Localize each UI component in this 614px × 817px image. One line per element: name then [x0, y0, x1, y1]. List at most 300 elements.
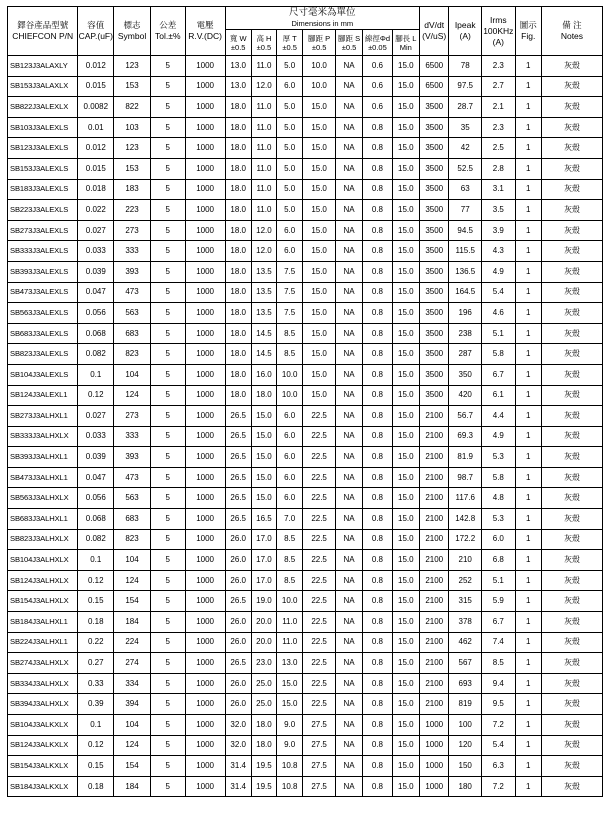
table-row: [8, 509, 603, 530]
table-cell: 18.0: [225, 138, 251, 159]
table-cell: 16.5: [251, 509, 276, 530]
header-rated-voltage: 電壓 R.V.(DC): [185, 7, 225, 56]
table-cell: 196: [449, 303, 482, 324]
header-pitch-p: 腳距 P ±0.5: [303, 30, 336, 56]
table-cell: 0.8: [363, 344, 392, 365]
header-irms: Irms 100KHz (A): [482, 7, 516, 56]
spec-table: [7, 6, 603, 797]
table-cell: 2100: [420, 673, 449, 694]
table-cell: 20.0: [251, 632, 276, 653]
table-cell: 22.5: [303, 632, 336, 653]
table-cell: 184: [114, 776, 151, 797]
table-cell: 473: [114, 282, 151, 303]
table-cell: 5.3: [482, 509, 516, 530]
table-cell: 2.8: [482, 158, 516, 179]
table-cell: 210: [449, 550, 482, 571]
table-cell: 11.0: [251, 117, 276, 138]
table-cell: 15.0: [392, 76, 419, 97]
table-cell: 灰殼: [541, 56, 602, 77]
table-cell: 22.5: [303, 570, 336, 591]
table-row: [8, 591, 603, 612]
part-number-cell: SB183J3ALEXLS: [8, 179, 78, 200]
table-cell: 0.15: [78, 756, 114, 777]
table-cell: 23.0: [251, 653, 276, 674]
table-cell: 8.5: [482, 653, 516, 674]
part-number-cell: SB393J3ALEXLS: [8, 261, 78, 282]
table-cell: 5.0: [277, 138, 303, 159]
table-cell: 15.0: [392, 509, 419, 530]
table-cell: 7.2: [482, 715, 516, 736]
table-row: [8, 776, 603, 797]
table-cell: 1: [515, 282, 541, 303]
table-cell: 3500: [420, 179, 449, 200]
table-cell: 0.015: [78, 76, 114, 97]
table-cell: 11.0: [251, 97, 276, 118]
table-cell: 15.0: [303, 261, 336, 282]
table-cell: 0.033: [78, 426, 114, 447]
table-cell: 18.0: [225, 241, 251, 262]
table-cell: 0.27: [78, 653, 114, 674]
table-cell: 123: [114, 56, 151, 77]
table-cell: 1: [515, 117, 541, 138]
table-cell: 灰殼: [541, 447, 602, 468]
table-cell: 31.4: [225, 776, 251, 797]
table-cell: 0.047: [78, 467, 114, 488]
table-cell: 4.4: [482, 406, 516, 427]
table-cell: 1000: [185, 591, 225, 612]
table-cell: 224: [114, 632, 151, 653]
table-cell: 0.12: [78, 385, 114, 406]
table-cell: NA: [335, 364, 362, 385]
table-cell: 52.5: [449, 158, 482, 179]
table-cell: 3500: [420, 200, 449, 221]
table-cell: 5: [150, 220, 185, 241]
header-dvdt: dV/dt (V/uS): [420, 7, 449, 56]
table-cell: 1000: [185, 694, 225, 715]
table-cell: 1000: [185, 735, 225, 756]
table-cell: 19.0: [251, 591, 276, 612]
table-cell: 1: [515, 179, 541, 200]
table-cell: 15.0: [392, 591, 419, 612]
table-cell: 8.5: [277, 344, 303, 365]
table-cell: 灰殼: [541, 241, 602, 262]
table-cell: 16.0: [251, 364, 276, 385]
table-cell: 5.8: [482, 344, 516, 365]
table-cell: 26.0: [225, 632, 251, 653]
table-cell: 灰殼: [541, 220, 602, 241]
table-cell: 13.5: [251, 282, 276, 303]
table-cell: 3500: [420, 97, 449, 118]
part-number-cell: SB224J3ALHXL1: [8, 632, 78, 653]
table-cell: 2100: [420, 447, 449, 468]
table-row: [8, 200, 603, 221]
table-cell: 5: [150, 179, 185, 200]
table-cell: NA: [335, 467, 362, 488]
table-cell: 19.5: [251, 756, 276, 777]
table-cell: 灰殼: [541, 179, 602, 200]
table-cell: 0.8: [363, 406, 392, 427]
table-cell: 10.0: [277, 364, 303, 385]
table-cell: 1000: [185, 97, 225, 118]
table-cell: 0.015: [78, 158, 114, 179]
table-cell: 1: [515, 158, 541, 179]
table-cell: 0.22: [78, 632, 114, 653]
table-cell: NA: [335, 509, 362, 530]
table-cell: 0.8: [363, 447, 392, 468]
table-cell: 25.0: [251, 673, 276, 694]
table-cell: 1000: [185, 179, 225, 200]
table-cell: 26.5: [225, 488, 251, 509]
table-cell: 153: [114, 76, 151, 97]
table-row: [8, 488, 603, 509]
header-pitch-s: 腳距 S ±0.5: [335, 30, 362, 56]
table-cell: 1000: [185, 241, 225, 262]
part-number-cell: SB104J3ALEXLS: [8, 364, 78, 385]
table-cell: 灰殼: [541, 550, 602, 571]
table-cell: 15.0: [303, 241, 336, 262]
table-cell: 18.0: [225, 97, 251, 118]
table-cell: 22.5: [303, 426, 336, 447]
table-cell: 154: [114, 756, 151, 777]
table-cell: 13.5: [251, 303, 276, 324]
table-cell: 1000: [185, 406, 225, 427]
table-cell: 6.0: [277, 220, 303, 241]
table-cell: 13.5: [251, 261, 276, 282]
table-cell: 0.8: [363, 323, 392, 344]
table-cell: 819: [449, 694, 482, 715]
table-cell: 1000: [185, 138, 225, 159]
table-cell: 灰殼: [541, 756, 602, 777]
table-cell: 18.0: [225, 364, 251, 385]
table-cell: 104: [114, 715, 151, 736]
table-cell: 0.8: [363, 158, 392, 179]
table-cell: 3500: [420, 158, 449, 179]
table-cell: 2.3: [482, 56, 516, 77]
table-cell: 0.039: [78, 447, 114, 468]
table-row: [8, 673, 603, 694]
table-cell: 1: [515, 715, 541, 736]
table-cell: NA: [335, 56, 362, 77]
table-cell: 0.8: [363, 529, 392, 550]
table-cell: 7.5: [277, 303, 303, 324]
table-cell: 0.18: [78, 776, 114, 797]
table-cell: 315: [449, 591, 482, 612]
table-cell: 238: [449, 323, 482, 344]
table-cell: 473: [114, 467, 151, 488]
table-cell: 15.0: [251, 447, 276, 468]
table-cell: 18.0: [225, 117, 251, 138]
table-cell: 5.0: [277, 117, 303, 138]
table-cell: 1000: [185, 488, 225, 509]
table-cell: 2100: [420, 591, 449, 612]
table-cell: 18.0: [225, 282, 251, 303]
table-cell: 1000: [185, 673, 225, 694]
table-cell: 11.0: [251, 200, 276, 221]
part-number-cell: SB473J3ALHXL1: [8, 467, 78, 488]
table-cell: 0.8: [363, 715, 392, 736]
table-row: [8, 56, 603, 77]
table-cell: 1: [515, 735, 541, 756]
table-cell: 22.5: [303, 550, 336, 571]
table-cell: 154: [114, 591, 151, 612]
table-cell: 683: [114, 323, 151, 344]
table-cell: 4.3: [482, 241, 516, 262]
table-cell: 28.7: [449, 97, 482, 118]
table-cell: 3.1: [482, 179, 516, 200]
table-cell: NA: [335, 570, 362, 591]
table-cell: 26.0: [225, 612, 251, 633]
table-cell: 13.0: [225, 76, 251, 97]
table-cell: 0.027: [78, 406, 114, 427]
table-cell: 1000: [185, 776, 225, 797]
table-cell: 8.5: [277, 570, 303, 591]
table-row: [8, 97, 603, 118]
table-cell: 0.082: [78, 344, 114, 365]
table-cell: 5.0: [277, 97, 303, 118]
table-cell: 3500: [420, 241, 449, 262]
table-cell: 2100: [420, 509, 449, 530]
table-cell: 0.033: [78, 241, 114, 262]
table-cell: 393: [114, 447, 151, 468]
table-cell: 22.5: [303, 488, 336, 509]
table-cell: 1: [515, 756, 541, 777]
table-cell: 0.047: [78, 282, 114, 303]
table-cell: 26.0: [225, 570, 251, 591]
table-cell: 27.5: [303, 756, 336, 777]
table-cell: 15.0: [392, 426, 419, 447]
part-number-cell: SB393J3ALHXL1: [8, 447, 78, 468]
table-cell: 77: [449, 200, 482, 221]
table-cell: 1: [515, 364, 541, 385]
table-cell: 15.0: [303, 385, 336, 406]
table-row: [8, 406, 603, 427]
table-cell: 26.5: [225, 426, 251, 447]
table-row: [8, 241, 603, 262]
table-cell: 4.9: [482, 426, 516, 447]
table-cell: 5: [150, 776, 185, 797]
part-number-cell: SB473J3ALEXLS: [8, 282, 78, 303]
table-cell: 22.5: [303, 591, 336, 612]
table-cell: 15.0: [277, 673, 303, 694]
part-number-cell: SB273J3ALHXL1: [8, 406, 78, 427]
table-cell: 0.056: [78, 303, 114, 324]
table-cell: NA: [335, 550, 362, 571]
part-number-cell: SB154J3ALKXLX: [8, 756, 78, 777]
table-cell: 164.5: [449, 282, 482, 303]
table-cell: 1000: [185, 550, 225, 571]
table-cell: 2100: [420, 550, 449, 571]
table-row: [8, 467, 603, 488]
table-cell: NA: [335, 158, 362, 179]
part-number-cell: SB104J3ALHXLX: [8, 550, 78, 571]
table-cell: 3500: [420, 303, 449, 324]
table-cell: 5: [150, 632, 185, 653]
part-number-cell: SB563J3ALHXLX: [8, 488, 78, 509]
table-cell: 17.0: [251, 570, 276, 591]
table-cell: 63: [449, 179, 482, 200]
table-cell: 69.3: [449, 426, 482, 447]
table-cell: 103: [114, 117, 151, 138]
header-figure: 圖示 Fig.: [515, 7, 541, 56]
table-cell: 15.0: [392, 56, 419, 77]
table-cell: 142.8: [449, 509, 482, 530]
table-cell: 18.0: [225, 385, 251, 406]
table-cell: 100: [449, 715, 482, 736]
table-cell: 5: [150, 529, 185, 550]
table-cell: NA: [335, 653, 362, 674]
table-cell: 6500: [420, 76, 449, 97]
table-cell: 15.0: [303, 97, 336, 118]
table-cell: 22.5: [303, 467, 336, 488]
table-cell: 3500: [420, 138, 449, 159]
table-cell: 6500: [420, 56, 449, 77]
table-cell: 31.4: [225, 756, 251, 777]
table-cell: 0.1: [78, 715, 114, 736]
table-cell: NA: [335, 117, 362, 138]
table-cell: 1: [515, 776, 541, 797]
table-cell: 5: [150, 97, 185, 118]
table-cell: 15.0: [303, 364, 336, 385]
table-cell: 5: [150, 694, 185, 715]
table-cell: 1: [515, 653, 541, 674]
table-cell: 22.5: [303, 406, 336, 427]
table-cell: 15.0: [251, 467, 276, 488]
table-cell: 18.0: [225, 323, 251, 344]
table-cell: 15.0: [392, 447, 419, 468]
table-cell: 5.9: [482, 591, 516, 612]
table-cell: 273: [114, 406, 151, 427]
table-cell: NA: [335, 529, 362, 550]
table-cell: 灰殼: [541, 529, 602, 550]
table-cell: 6.0: [277, 447, 303, 468]
table-cell: NA: [335, 200, 362, 221]
table-cell: 0.027: [78, 220, 114, 241]
table-cell: 15.0: [392, 570, 419, 591]
table-cell: 1: [515, 76, 541, 97]
table-cell: 灰殼: [541, 776, 602, 797]
table-cell: 1000: [185, 447, 225, 468]
table-cell: 15.0: [392, 529, 419, 550]
table-cell: 2100: [420, 632, 449, 653]
table-cell: 1: [515, 591, 541, 612]
table-cell: 11.0: [251, 138, 276, 159]
table-cell: 1000: [185, 653, 225, 674]
table-cell: 124: [114, 570, 151, 591]
table-cell: 8.5: [277, 550, 303, 571]
table-row: [8, 426, 603, 447]
table-cell: 1: [515, 241, 541, 262]
table-cell: 5: [150, 323, 185, 344]
table-row: [8, 282, 603, 303]
table-cell: 3500: [420, 364, 449, 385]
table-cell: 5.1: [482, 570, 516, 591]
table-cell: 9.5: [482, 694, 516, 715]
table-cell: 1: [515, 323, 541, 344]
table-cell: 灰殼: [541, 282, 602, 303]
table-cell: 17.0: [251, 550, 276, 571]
table-cell: 5: [150, 570, 185, 591]
table-cell: 15.0: [392, 179, 419, 200]
table-cell: 12.0: [251, 241, 276, 262]
table-cell: 8.5: [277, 529, 303, 550]
table-cell: 22.5: [303, 509, 336, 530]
table-cell: 26.5: [225, 591, 251, 612]
table-row: [8, 570, 603, 591]
table-cell: 1000: [185, 344, 225, 365]
table-cell: 1000: [185, 158, 225, 179]
table-row: [8, 612, 603, 633]
table-cell: 3500: [420, 344, 449, 365]
table-cell: 0.8: [363, 200, 392, 221]
table-cell: 9.0: [277, 715, 303, 736]
table-row: [8, 653, 603, 674]
table-cell: 15.0: [392, 303, 419, 324]
table-cell: 3.5: [482, 200, 516, 221]
table-cell: 1000: [185, 303, 225, 324]
table-row: [8, 220, 603, 241]
table-cell: 1: [515, 632, 541, 653]
table-cell: 1: [515, 97, 541, 118]
table-cell: 灰殼: [541, 303, 602, 324]
table-cell: 1: [515, 529, 541, 550]
table-cell: 150: [449, 756, 482, 777]
table-cell: 2.1: [482, 97, 516, 118]
header-thickness: 厚 T ±0.5: [277, 30, 303, 56]
table-cell: 15.0: [392, 715, 419, 736]
table-cell: 0.01: [78, 117, 114, 138]
table-cell: 0.8: [363, 653, 392, 674]
table-cell: 灰殼: [541, 158, 602, 179]
table-cell: 823: [114, 529, 151, 550]
table-cell: 18.0: [225, 261, 251, 282]
header-symbol: 標志 Symbol: [114, 7, 151, 56]
table-cell: 274: [114, 653, 151, 674]
table-cell: 灰殼: [541, 138, 602, 159]
table-cell: NA: [335, 385, 362, 406]
table-cell: 5: [150, 488, 185, 509]
table-cell: 19.5: [251, 776, 276, 797]
table-cell: 5: [150, 138, 185, 159]
table-cell: 378: [449, 612, 482, 633]
table-cell: 18.0: [251, 385, 276, 406]
header-capacitance: 容值 CAP.(uF): [78, 7, 114, 56]
table-cell: 25.0: [251, 694, 276, 715]
table-cell: 26.0: [225, 694, 251, 715]
table-cell: 15.0: [303, 158, 336, 179]
table-cell: 15.0: [392, 323, 419, 344]
table-cell: 15.0: [392, 653, 419, 674]
table-row: [8, 261, 603, 282]
table-row: [8, 303, 603, 324]
table-cell: 15.0: [392, 694, 419, 715]
table-cell: NA: [335, 673, 362, 694]
table-cell: 15.0: [392, 550, 419, 571]
table-cell: 15.0: [303, 282, 336, 303]
table-cell: 1000: [185, 220, 225, 241]
table-cell: 56.7: [449, 406, 482, 427]
table-cell: 15.0: [392, 632, 419, 653]
table-cell: 0.8: [363, 673, 392, 694]
table-cell: 32.0: [225, 735, 251, 756]
table-cell: NA: [335, 303, 362, 324]
table-cell: 2100: [420, 570, 449, 591]
part-number-cell: SB104J3ALKXLX: [8, 715, 78, 736]
table-cell: 0.8: [363, 509, 392, 530]
part-number-cell: SB103J3ALEXLS: [8, 117, 78, 138]
header-height: 高 H ±0.5: [251, 30, 276, 56]
table-cell: 15.0: [392, 467, 419, 488]
table-cell: 0.068: [78, 323, 114, 344]
